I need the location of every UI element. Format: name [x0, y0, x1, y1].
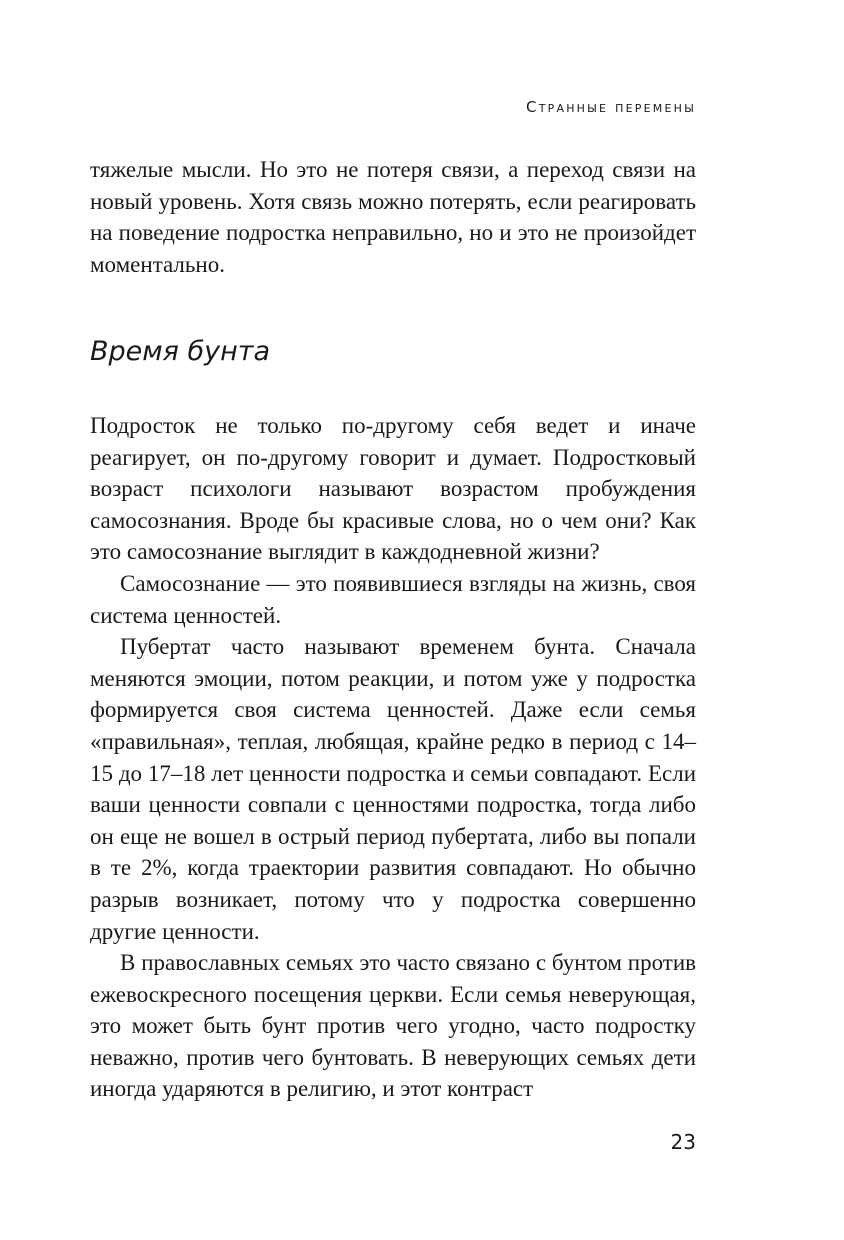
continuation-text-block: [90, 154, 696, 280]
page-number: 23: [670, 1130, 696, 1154]
running-head: [526, 98, 696, 116]
body-paragraph: В православных семьях это часто связано с бунтом против ежевоскресного посещения церкви. Если семья неверующая, это может быть бунт против чего угодно, часто подростку неважно, против чего бунтовать. В неверующих семьях дети иногда ударяются в религию, и этот контраст: [90, 950, 696, 1102]
continuation-paragraph: тяжелые мысли. Но это не потеря связи, а переход связи на новый уровень. Хотя связь можно потерять, если реагировать на поведение подростка неправильно, но и это не произойдет моментально.: [90, 157, 696, 277]
body-paragraph: Пубертат часто называют временем бунта. Сначала меняются эмоции, потом реакции, и потом уже у подростка формируется своя система ценностей. Даже если семья «правильная», теплая, любящая, крайне редко в период с 14–15 до 17–18 лет ценности подростка и семьи совпадают. Если ваши ценности совпали с ценностями подростка, тогда либо он еще не вошел в острый период пубертата, либо вы попали в те 2%, когда траектории развития совпадают. Но обычно разрыв возникает, потому что у подростка совершенно другие ценности.: [90, 634, 696, 944]
section-body: [90, 410, 696, 1105]
running-head-text: Странные перемены: [526, 98, 696, 116]
section-heading: Время бунта: [90, 336, 271, 367]
body-paragraph: Самосознание — это появившиеся взгляды на жизнь, своя система ценностей.: [90, 570, 696, 628]
body-paragraph: Подросток не только по-другому себя ведет и иначе реагирует, он по-другому говорит и думает. Подростковый возраст психологи называют возрастом пробуждения самосознания. Вроде бы красивые слова, но о чем они? Как это самосознание выглядит в каждодневной жизни?: [90, 413, 696, 565]
